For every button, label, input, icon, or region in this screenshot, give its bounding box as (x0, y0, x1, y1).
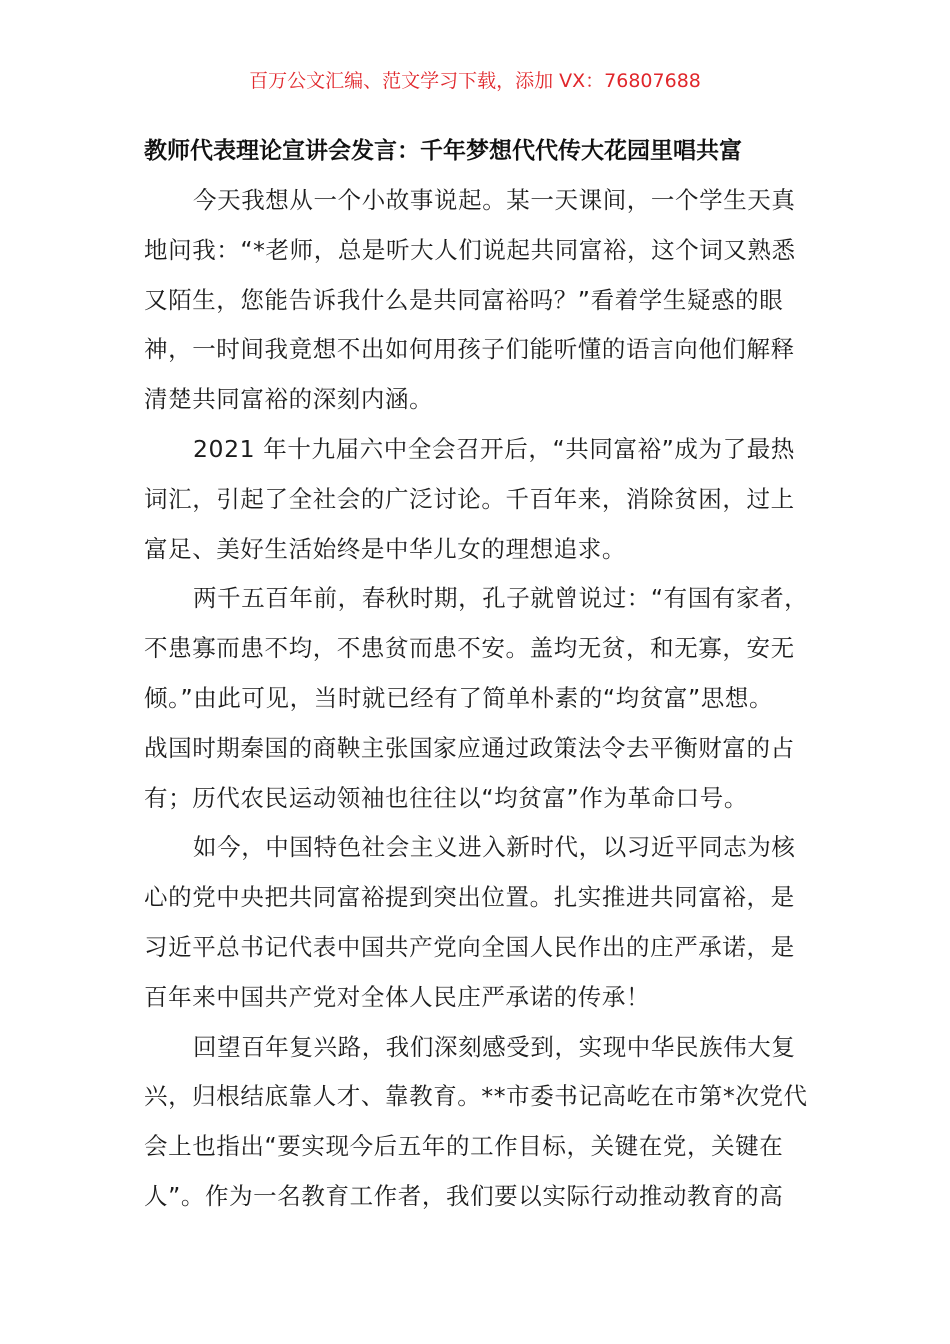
paragraph-line: 又陌生，您能告诉我什么是共同富裕吗？”看着学生疑惑的眼 (144, 285, 784, 314)
paragraph-line: 2021 年十九届六中全会召开后，“共同富裕”成为了最热 (193, 435, 795, 463)
paragraph-line: 如今，中国特色社会主义进入新时代，以习近平同志为核 (193, 833, 796, 862)
paragraph-line: 人”。作为一名教育工作者，我们要以实际行动推动教育的高 (144, 1182, 784, 1210)
paragraph-line: 神，一时间我竟想不出如何用孩子们能听懂的语言向他们解释 (144, 335, 795, 364)
paragraph-line: 清楚共同富裕的深刻内涵。 (144, 385, 434, 414)
document-title: 教师代表理论宣讲会发言：千年梦想代代传大花园里唱共富 (144, 138, 742, 164)
paragraph-line: 心的党中央把共同富裕提到突出位置。扎实推进共同富裕，是 (144, 883, 795, 912)
paragraph-line: 富足、美好生活始终是中华儿女的理想追求。 (144, 534, 626, 563)
paragraph-line: 不患寡而患不均，不患贫而患不安。盖均无贫，和无寡，安无 (144, 634, 795, 663)
watermark-banner: 百万公文汇编、范文学习下载，添加 VX：76807688 (249, 70, 701, 92)
paragraph-line: 百年来中国共产党对全体人民庄严承诺的传承！ (144, 982, 651, 1011)
paragraph-line: 习近平总书记代表中国共产党向全国人民作出的庄严承诺，是 (144, 933, 795, 961)
paragraph-line: 倾。”由此可见，当时就已经有了简单朴素的“均贫富”思想。 (144, 684, 774, 712)
paragraph-line: 回望百年复兴路，我们深刻感受到，实现中华民族伟大复 (193, 1032, 796, 1061)
paragraph-line: 两千五百年前，春秋时期，孔子就曾说过：“有国有家者， (193, 584, 809, 613)
paragraph-line: 会上也指出“要实现今后五年的工作目标，关键在党，关键在 (144, 1132, 784, 1161)
paragraph-line: 兴，归根结底靠人才、靠教育。**市委书记高屹在市第*次党代 (144, 1082, 808, 1111)
paragraph-line: 有；历代农民运动领袖也往往以“均贫富”作为革命口号。 (144, 783, 748, 812)
paragraph-line: 地问我：“*老师，总是听大人们说起共同富裕，这个词又熟悉 (144, 235, 796, 264)
paragraph-line: 今天我想从一个小故事说起。某一天课间，一个学生天真 (193, 186, 796, 214)
paragraph-line: 战国时期秦国的商鞅主张国家应通过政策法令去平衡财富的占 (144, 733, 795, 762)
paragraph-line: 词汇，引起了全社会的广泛讨论。千百年来，消除贫困，过上 (144, 484, 795, 513)
